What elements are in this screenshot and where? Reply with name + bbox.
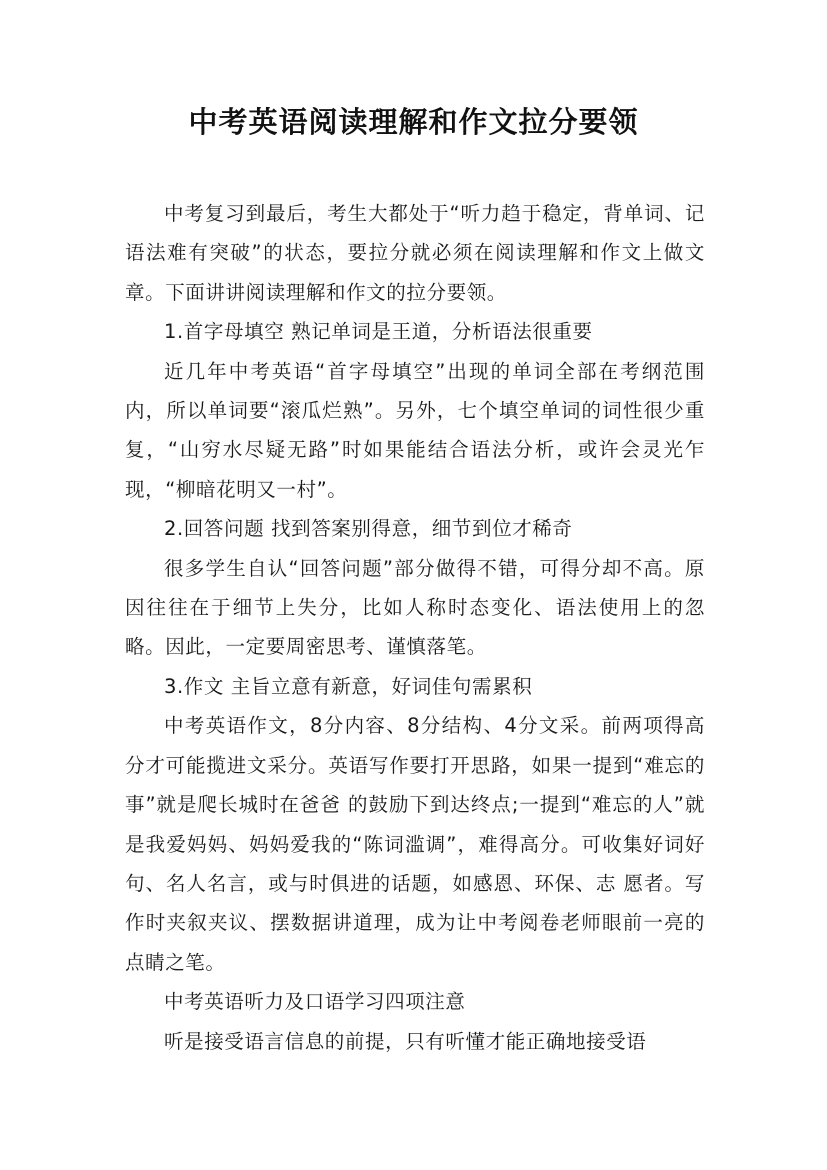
section-heading-4: 中考英语听力及口语学习四项注意: [164, 990, 466, 1014]
paragraph-section-2: 很多学生自认“回答问题”部分做得不错，可得分却不高。原因往往在于细节上失分，比如人称时态变化、语法使用上的忽略。因此，一定要周密思考、谨慎落笔。: [125, 556, 705, 659]
section-heading-2: 2.回答问题 找到答案别得意，细节到位才稀奇: [164, 517, 573, 541]
document-body: [125, 194, 705, 1061]
paragraph-section-1: 近几年中考英语“首字母填空”出现的单词全部在考纲范围内，所以单词要“滚瓜烂熟”。另外，七个填空单词的词性很少重复，“山穷水尽疑无路”时如果能结合语法分析，或许会灵光乍现，“柳暗花明又一村”。: [125, 359, 705, 501]
section-heading-3: 3.作文 主旨立意有新意，好词佳句需累积: [164, 674, 533, 698]
section-heading-1: 1.首字母填空 熟记单词是王道，分析语法很重要: [164, 320, 593, 344]
paragraph-section-4: 听是接受语言信息的前提，只有听懂才能正确地接受语: [164, 1029, 647, 1053]
paragraph-section-3: 中考英语作文，8分内容、8分结构、4分文采。前两项得高分才可能揽进文采分。英语写作要打开思路，如果一提到“难忘的事”就是爬长城时在爸爸 的鼓励下到达终点;一提到“难忘的人”就是我爱妈妈、妈妈爱我的“陈词滥调”，难得高分。可收集好词好句、名人名言，或与时俱进的话题，如感恩、环保、志 愿者。写作时夹叙夹议、摆数据讲道理，成为让中考阅卷老师眼前一亮的点睛之笔。: [125, 714, 705, 974]
paragraph-intro: 中考复习到最后，考生大都处于“听力趋于稳定，背单词、记语法难有突破”的状态，要拉分就必须在阅读理解和作文上做文章。下面讲讲阅读理解和作文的拉分要领。: [125, 202, 705, 304]
page-title: 中考英语阅读理解和作文拉分要领: [188, 105, 639, 139]
